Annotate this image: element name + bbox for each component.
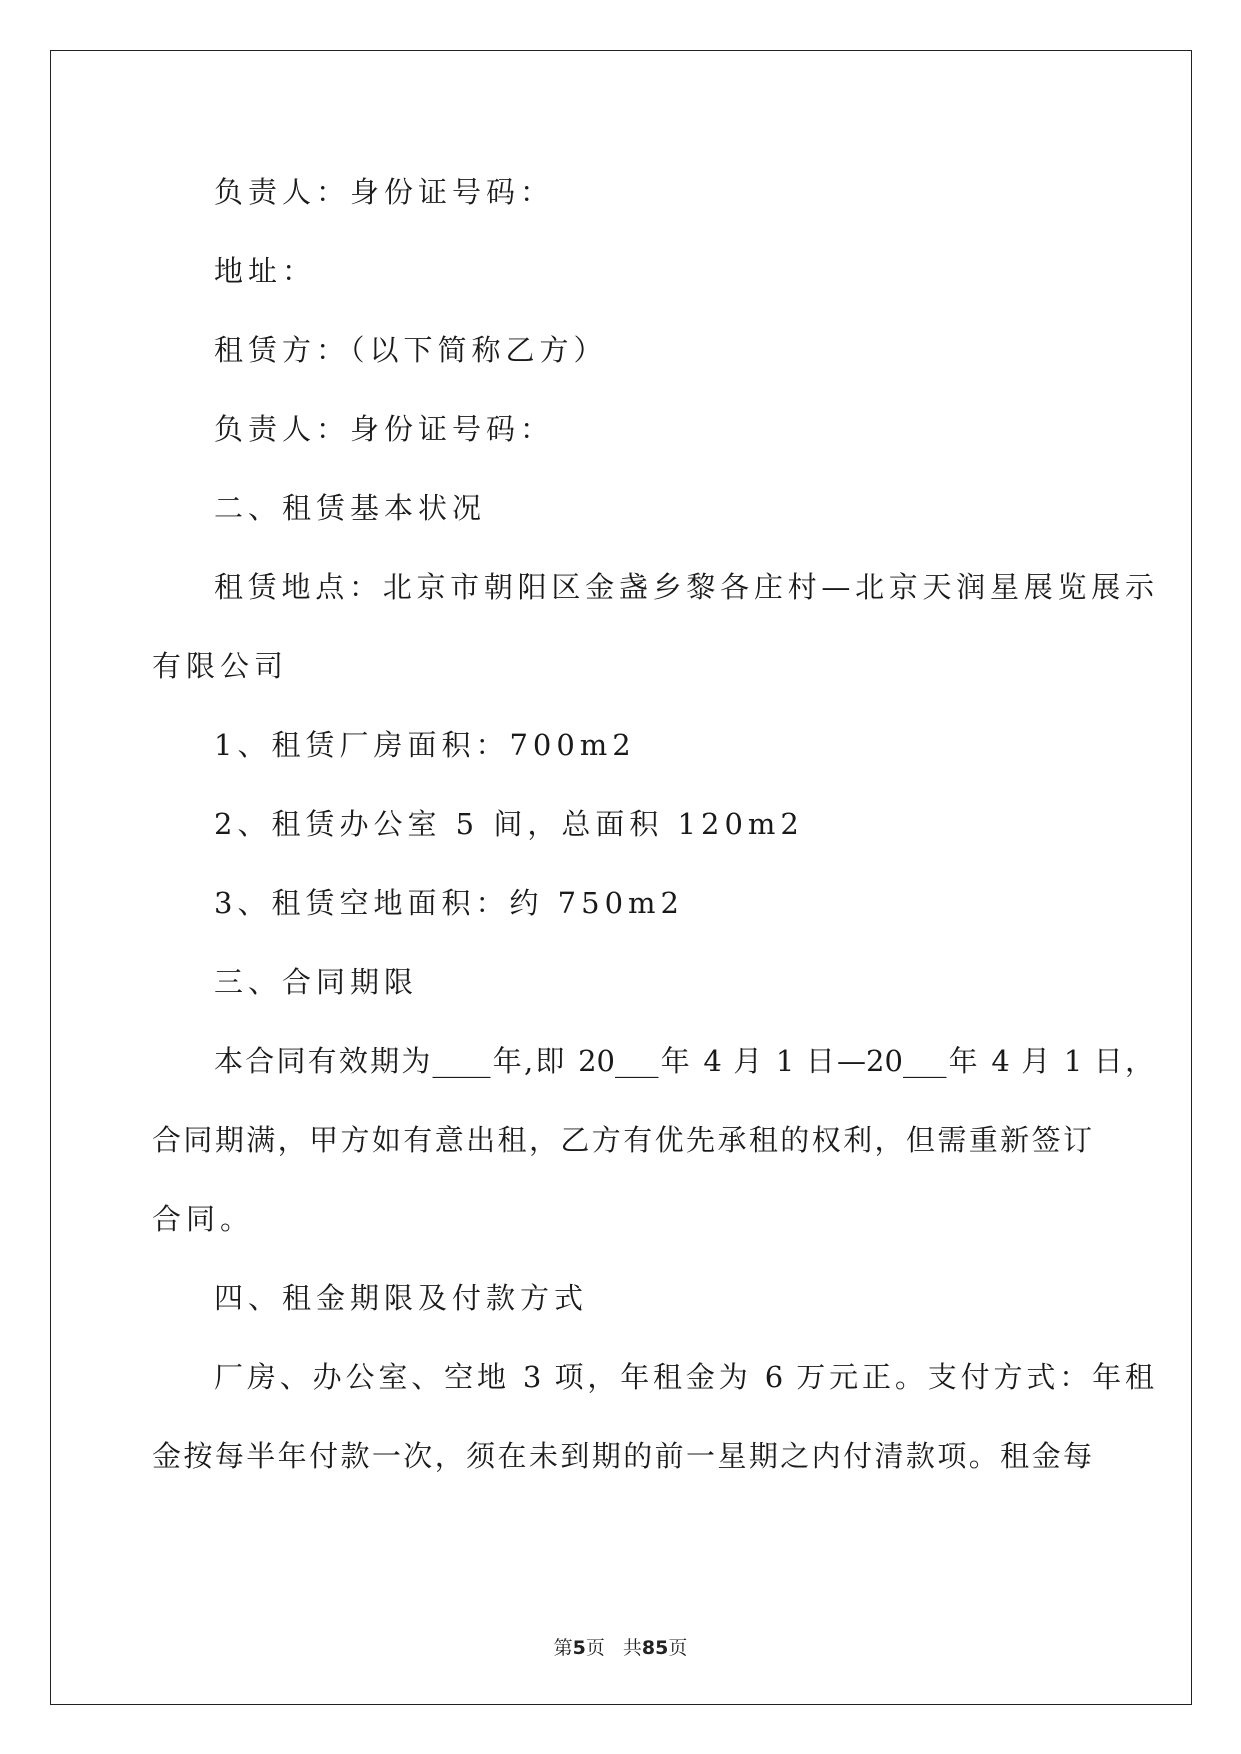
text-line: 2、租赁办公室 5 间，总面积 120m2 — [214, 807, 804, 841]
text-line: 负责人：身份证号码： — [214, 175, 555, 209]
section-heading: 三、合同期限 — [214, 965, 419, 999]
section-heading: 二、租赁基本状况 — [214, 491, 487, 525]
text-line: 地址： — [214, 254, 317, 288]
text-line: 合同。 — [152, 1202, 255, 1236]
text-line: 本合同有效期为____年,即 20___年 4 月 1 日—20___年 4 月 1 日， — [214, 1044, 1154, 1078]
page-suffix: 页 — [585, 1637, 605, 1659]
text-line: 金按每半年付款一次，须在未到期的前一星期之内付清款项。租金每 — [152, 1439, 1092, 1473]
page-number: 5 — [572, 1637, 586, 1659]
text-line: 租赁方：（以下简称乙方） — [214, 333, 608, 367]
page-prefix: 第 — [553, 1637, 573, 1659]
page-footer — [0, 1633, 1241, 1660]
text-line: 负责人：身份证号码： — [214, 412, 555, 446]
text-line: 1、租赁厂房面积：700m2 — [214, 728, 636, 762]
section-heading: 四、租金期限及付款方式 — [214, 1281, 589, 1315]
text-line: 有限公司 — [152, 649, 289, 683]
total-pages: 85 — [641, 1637, 669, 1659]
total-prefix: 共 — [622, 1637, 642, 1659]
total-suffix: 页 — [668, 1637, 688, 1659]
text-line: 厂房、办公室、空地 3 项，年租金为 6 万元正。支付方式：年租 — [214, 1360, 1154, 1394]
text-line: 租赁地点：北京市朝阳区金盏乡黎各庄村—北京天润星展览展示 — [214, 570, 1154, 604]
text-line: 3、租赁空地面积：约 750m2 — [214, 886, 684, 920]
text-line: 合同期满，甲方如有意出租，乙方有优先承租的权利，但需重新签订 — [152, 1123, 1092, 1157]
